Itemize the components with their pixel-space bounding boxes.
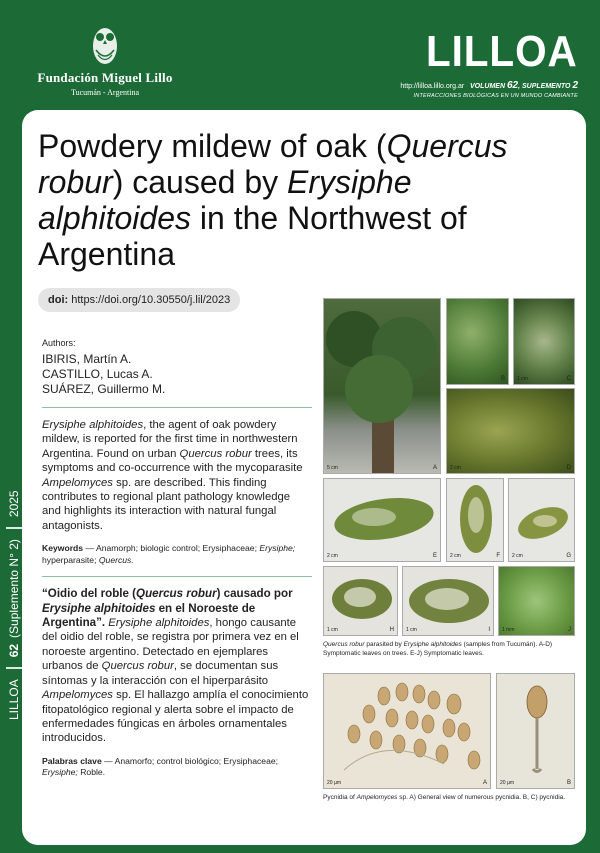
owl-logo-icon <box>90 22 120 66</box>
photo-leaf-f: 2 cm F <box>446 478 504 562</box>
photo-leaf-i: 1 cm I <box>402 566 494 636</box>
article-title: Powdery mildew of oak (Quercus robur) caused by Erysiphe alphitoides in the Northwest of Argentina <box>38 128 508 272</box>
section-divider <box>42 407 312 408</box>
side-journal: LILLOA <box>7 679 21 720</box>
tree-trunk-icon <box>324 299 441 474</box>
journal-header <box>0 0 600 110</box>
left-column <box>42 338 312 779</box>
abstract-english: Erysiphe alphitoides, the agent of oak powdery mildew, is reported for the first time in northwestern Argentina. Found on urban Quercus robur trees, its symptoms and co-occurrence with the mycoparasite Ampelomyces sp. are described. This finding contributes to regional plant pathology knowledge and highlights its interaction with natural fungal antagonists. <box>42 419 303 532</box>
article-card <box>22 110 586 845</box>
pycnidium-icon <box>497 674 575 789</box>
micrograph-pycnidia-b: 20 µm B <box>496 673 575 789</box>
figure1-caption: Quercus robur parasited by Erysiphe alphitoides (samples from Tucumán). A-D) Symptomatic leaves on trees. E-J) Symptomatic leaves. <box>323 641 553 657</box>
photo-panel-c: 1 cm C <box>513 298 575 385</box>
foundation-location: Tucumán - Argentina <box>71 88 139 97</box>
journal-subtitle: INTERACCIONES BIOLÓGICAS EN UN MUNDO CAMBIANTE <box>413 93 578 99</box>
oak-leaf-icon <box>324 567 398 636</box>
photo-panel-d: 2 cm D <box>446 388 575 474</box>
journal-url-volume <box>400 80 578 91</box>
journal-url[interactable]: http://lilloa.lillo.org.ar <box>400 83 465 90</box>
journal-brand <box>400 27 578 99</box>
author: IBIRIS, Martín A. <box>42 352 132 366</box>
side-banner <box>0 300 22 720</box>
pycnidia-icon <box>324 674 491 789</box>
volume-info: VOLUMEN 62, SUPLEMENTO 2 <box>470 80 578 91</box>
author: CASTILLO, Lucas A. <box>42 367 153 381</box>
foundation-logo <box>30 22 180 97</box>
side-divider <box>6 527 22 529</box>
doi-badge[interactable] <box>38 288 240 312</box>
side-year: 2025 <box>7 490 21 518</box>
photo-leaf-h: 1 cm H <box>323 566 398 636</box>
keywords-spanish: Palabras clave — Anamorfo; control biológico; Erysiphaceae; Erysiphe; Roble. <box>42 755 279 778</box>
oak-leaf-icon <box>509 479 575 562</box>
authors-label: Authors: <box>42 338 76 348</box>
side-volume: 62 <box>7 643 21 658</box>
abstract-spanish: “Oidio del roble (Quercus robur) causado por Erysiphe alphitoides en el Noroeste de Argentina”. Erysiphe alphitoides, hongo causante del oidio del roble, se registra por primera vez en el noroeste argentino. Detectado en ejemplares urbanos de Quercus robur, se documentan sus síntomas y la interacción con el hiperparásito Ampelomyces sp. El hallazgo amplía el conocimiento fitopatológico regional y alerta sobre el impacto de enfermedades fúngicas en árboles ornamentales introducidos. <box>42 587 309 745</box>
section-divider <box>42 576 312 577</box>
foundation-name: Fundación Miguel Lillo <box>37 70 173 85</box>
oak-leaf-icon <box>447 479 504 562</box>
spanish-title: “Oidio del roble (Quercus robur) causado por Erysiphe alphitoides en el Noroeste de Argentina”. <box>42 587 293 630</box>
photo-panel-b: B <box>446 298 509 385</box>
photo-panel-j: 1 mm J <box>498 566 575 636</box>
doi-label: doi: <box>48 294 69 306</box>
author: SUÁREZ, Guillermo M. <box>42 382 166 396</box>
micrograph-pycnidia-a: 20 µm A <box>323 673 491 789</box>
side-divider <box>6 667 22 669</box>
doi-link[interactable]: https://doi.org/10.30550/j.lil/2023 <box>71 294 231 306</box>
photo-leaf-g: 2 cm G <box>508 478 575 562</box>
journal-title: LILLOA <box>426 27 578 76</box>
side-supplement: (Suplemento N° 2) <box>7 539 21 638</box>
figure2-caption: Pycnidia of Ampelomyces sp. A) General view of numerous pycnidia. B, C) pycnidia. <box>323 794 566 801</box>
oak-leaf-icon <box>403 567 494 636</box>
oak-leaf-icon <box>324 479 441 562</box>
keywords-english: Keywords — Anamorph; biologic control; Erysiphaceae; Erysiphe; hyperparasite; Quercus. <box>42 543 296 565</box>
photo-oak-tree: 5 cm A <box>323 298 441 474</box>
photo-leaf-e: 2 cm E <box>323 478 441 562</box>
